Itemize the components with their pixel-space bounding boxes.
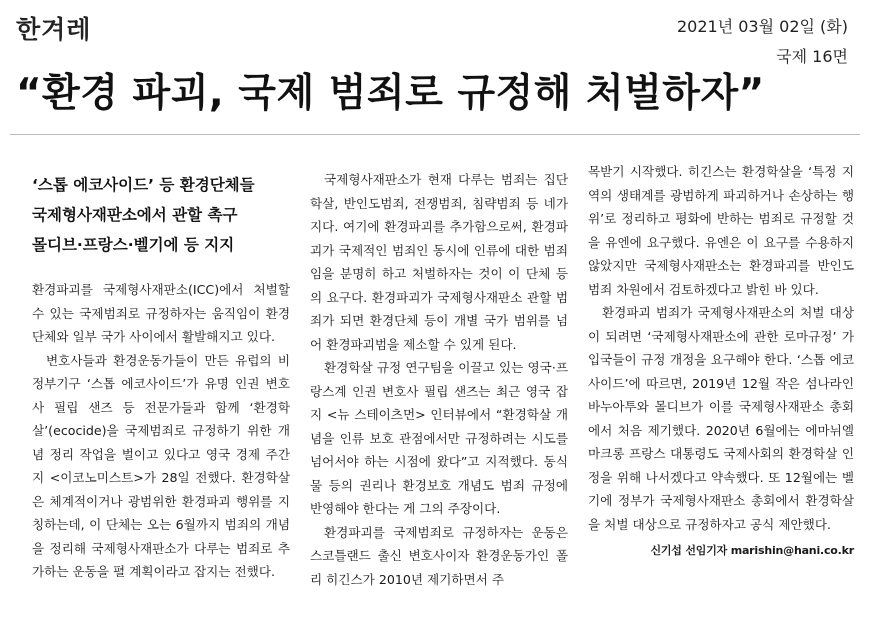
article-column-3 (588, 160, 854, 563)
subhead-line: 국제형사재판소에서 관할 촉구 (32, 206, 238, 224)
article-paragraph: 국제형사재판소가 현재 다루는 범죄는 집단학살, 반인도범죄, 전쟁범죄, 침략범죄 등 네가지다. 여기에 환경파괴를 추가함으로써, 환경파괴가 국제적인 범죄인 동시에 인류에 대한 범죄임을 분명히 하고 처벌하자는 것이 이 단체 등의 요구다. 환경파괴가 국제형사재판소 관할 범죄가 되면 환경단체 등이 개별 국가 범위를 넘어 환경파괴범을 제소할 수 있게 된다. (310, 172, 568, 352)
article-paragraph: 목받기 시작했다. 히긴스는 환경학살을 ‘특정 지역의 생태계를 광범하게 파괴하거나 손상하는 행위’로 정리하고 평화에 반하는 범죄로 규정할 것을 유엔에 요구했다. 유엔은 이 요구를 수용하지 않았지만 국제형사재판소는 환경파괴를 반인도범죄 차원에서 검토하겠다고 밝힌 바 있다. (588, 164, 854, 297)
article-column-2 (310, 168, 568, 591)
article-paragraph: 변호사들과 환경운동가들이 만든 유럽의 비정부기구 ‘스톱 에코사이드’가 유명 인권 변호사 필립 샌즈 등 전문가들과 함께 ‘환경학살’(ecocide)을 국제범죄로 규정하기 위한 개념 정리 작업을 벌이고 있다고 영국 경제 주간지 <이코노미스트>가 28일 전했다. 환경학살은 체계적이거나 광범위한 환경파괴 행위를 지칭하는데, 이 단체는 오는 6월까지 범죄의 개념을 정리해 국제형사재판소가 다루는 범죄로 추가하는 운동을 펼 계획이라고 잡지는 전했다. (32, 352, 290, 579)
subhead-line: ‘스톱 에코사이드’ 등 환경단체들 (32, 176, 255, 194)
headline-divider (10, 134, 860, 135)
subhead-line: 몰디브·프랑스·벨기에 등 지지 (32, 236, 235, 254)
section-page: 국제 16면 (776, 47, 848, 66)
article-paragraph: 환경파괴를 국제형사재판소(ICC)에서 처벌할 수 있는 국제범죄로 규정하자는 움직임이 환경단체와 일부 국가 사이에서 활발해지고 있다. (32, 282, 290, 344)
article-paragraph: 환경파괴를 국제범죄로 규정하자는 운동은 스코틀랜드 출신 변호사이자 환경운동가인 폴리 히긴스가 2010년 제기하면서 주 (310, 524, 568, 587)
article-byline: 신기섭 선임기자 marishin@hani.co.kr (650, 544, 854, 557)
newspaper-logo: 한겨레 (16, 15, 92, 44)
article-headline: “환경 파괴, 국제 범죄로 규정해 처벌하자” (16, 71, 765, 116)
article-paragraph: 환경파괴 범죄가 국제형사재판소의 처벌 대상이 되려면 ‘국제형사재판소에 관한 로마규정’ 가입국들이 규정 개정을 요구해야 한다. ‘스톱 에코사이드’에 따르면, 2019년 12월 작은 섬나라인 바누아투와 몰디브가 이를 국제형사재판소 총회에서 처음 제기했다. 2020년 6월에는 에마뉘엘 마크롱 프랑스 대통령도 국제사회의 환경학살 인정을 위해 나서겠다고 약속했다. 또 12월에는 벨기에 정부가 국제형사재판소 총회에서 환경학살을 처벌 대상으로 규정하자고 공식 제안했다. (588, 305, 854, 532)
article-subheads (32, 170, 290, 260)
article-paragraph: 환경학살 규정 연구팀을 이끌고 있는 영국·프랑스계 인권 변호사 필립 샌즈는 최근 영국 잡지 <뉴 스테이츠먼> 인터뷰에서 “환경학살 개념을 인류 보호 관점에서만 규정하려는 시도를 넘어서야 하는 시점에 왔다”고 지적했다. 동식물 등의 권리나 환경보호 개념도 범죄 규정에 반영해야 한다는 게 그의 주장이다. (310, 360, 568, 516)
publication-date: 2021년 03월 02일 (화) (676, 17, 848, 36)
article-column-1 (32, 170, 290, 584)
